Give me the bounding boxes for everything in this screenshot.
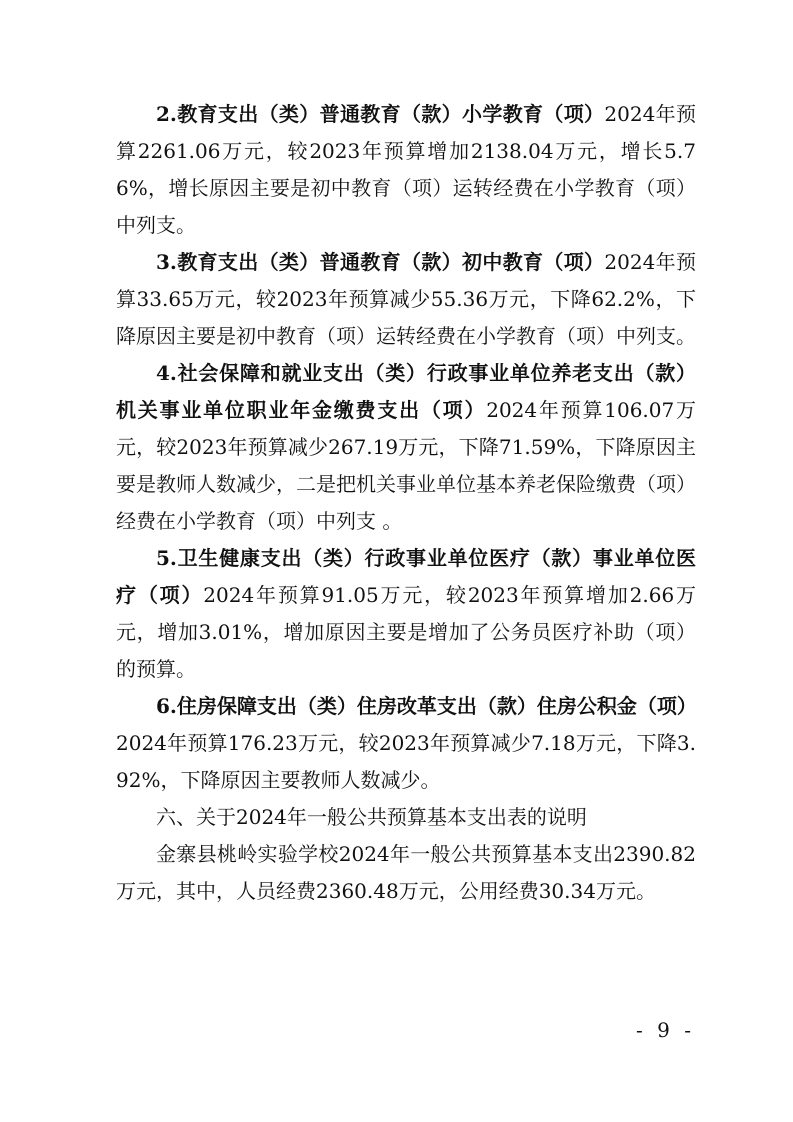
section-paragraph: 金寨县桃岭实验学校2024年一般公共预算基本支出2390.82万元，其中，人员经费2360.48万元，公用经费30.34万元。 (116, 842, 696, 903)
paragraph-lead: 4.社会保障和就业支出（类）行政事业单位养老支出（款）机关事业单位职业年金缴费支出（项） (116, 361, 696, 422)
paragraph-text: 2024年预算106.07万元，较2023年预算减少267.19万元，下降71.59%，下降原因主要是教师人数减少，二是把机关事业单位基本养老保险缴费（项）经费在小学教育（项）中列支 。 (116, 398, 697, 533)
paragraph-junior-high-education (116, 244, 696, 355)
document-body (116, 96, 696, 910)
paragraph-text: 2024年预算2261.06万元，较2023年预算增加2138.04万元，增长5.76%，增长原因主要是初中教育（项）运转经费在小学教育（项）中列支。 (116, 102, 696, 237)
paragraph-lead: 6.住房保障支出（类）住房改革支出（款）住房公积金（项） (156, 694, 697, 718)
paragraph-lead: 3.教育支出（类）普通教育（款）初中教育（项） (156, 250, 605, 274)
paragraph-primary-education (116, 96, 696, 244)
paragraph-text: 2024年预算176.23万元，较2023年预算减少7.18万元，下降3.92%，下降原因主要教师人数减少。 (116, 731, 696, 792)
paragraph-text: 2024年预算33.65万元，较2023年预算减少55.36万元，下降62.2%，下降原因主要是初中教育（项）运转经费在小学教育（项）中列支。 (116, 250, 696, 348)
paragraph-lead: 2.教育支出（类）普通教育（款）小学教育（项） (156, 102, 605, 126)
page-number: - 9 - (636, 1018, 695, 1042)
paragraph-housing (116, 688, 696, 799)
section-heading: 六、关于2024年一般公共预算基本支出表的说明 (156, 805, 587, 829)
paragraph-health (116, 540, 696, 688)
paragraph-text: 2024年预算91.05万元，较2023年预算增加2.66万元，增加3.01%，增加原因主要是增加了公务员医疗补助（项）的预算。 (116, 583, 696, 681)
paragraph-lead: 5.卫生健康支出（类）行政事业单位医疗（款）事业单位医疗（项） (116, 546, 696, 607)
paragraph-social-security (116, 355, 696, 540)
